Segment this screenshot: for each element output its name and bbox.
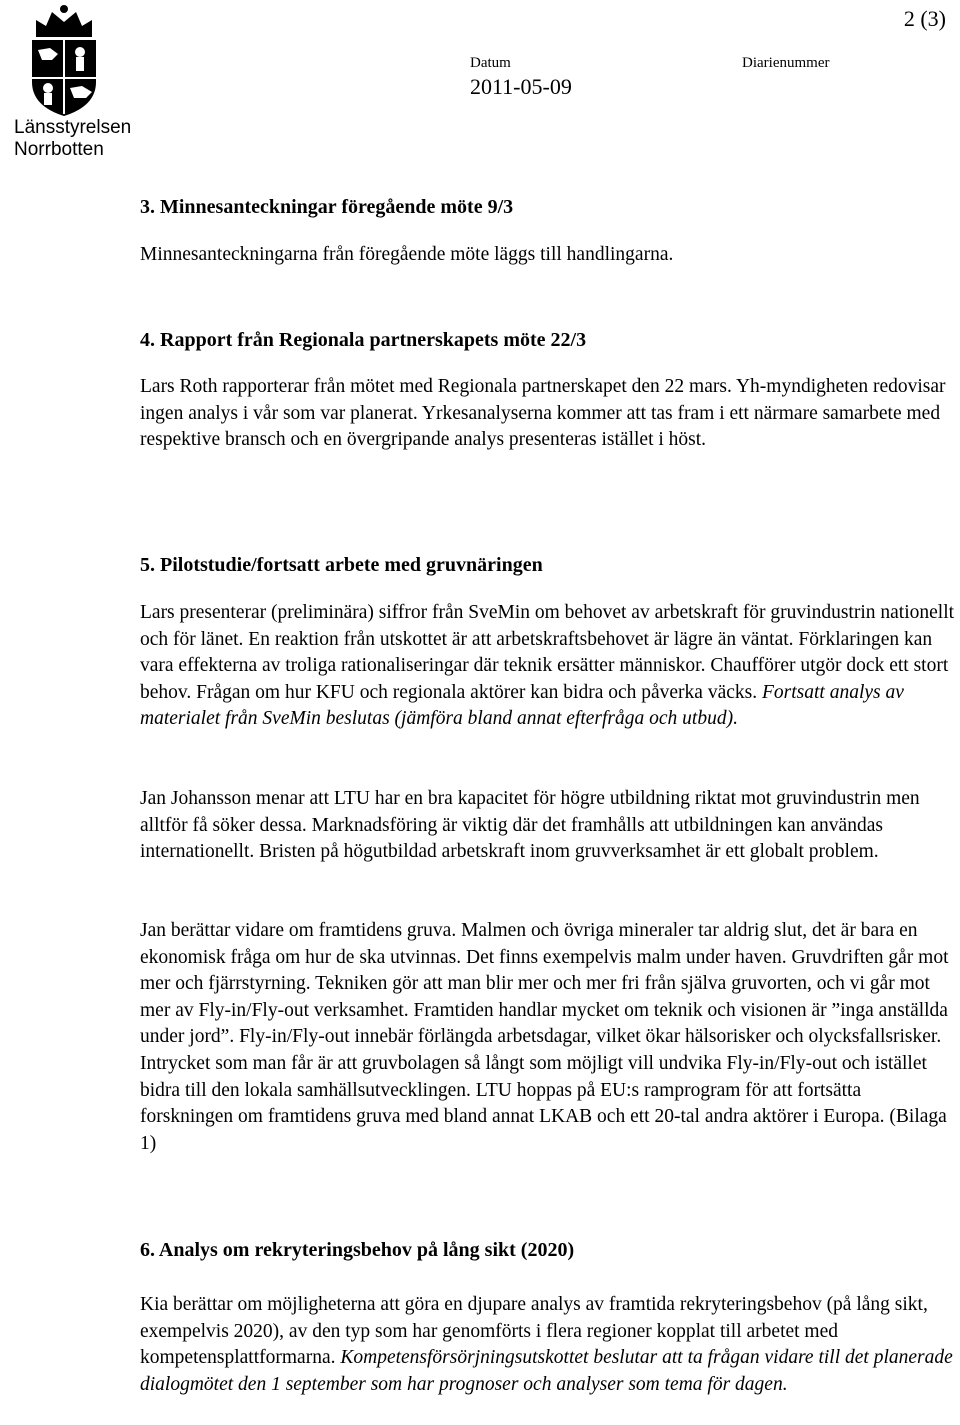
section-3-heading: 3. Minnesanteckningar föregående möte 9/3 (140, 196, 514, 218)
section-6-decision-text: Kompetensförsörjningsutskottet beslutar att ta frågan vidare till det planerade dialogmötet den 1 september som har prognoser och analyser som tema för dagen. (140, 1347, 953, 1395)
section-3-paragraph: Minnesanteckningarna från föregående möte läggs till handlingarna. (140, 244, 674, 265)
section-5-paragraph-2: Jan Johansson menar att LTU har en bra kapacitet för högre utbildning riktat mot gruvindustrin men alltför få söker dessa. Marknadsföring är viktig där det framhålls att utbildningen kan användas internationellt. Bristen på högutbildad arbetskraft inom gruvverksamhet är ett globalt problem. (140, 788, 920, 863)
section-6-paragraph (140, 1292, 955, 1398)
date-label: Datum (470, 55, 511, 71)
date-value: 2011-05-09 (470, 74, 572, 99)
section-5-heading: 5. Pilotstudie/fortsatt arbete med gruvnäringen (140, 554, 543, 576)
section-4-heading: 4. Rapport från Regionala partnerskapets möte 22/3 (140, 329, 587, 351)
section-5-paragraph-1 (140, 600, 955, 733)
organization-logo (14, 2, 132, 162)
section-5-paragraph-1-text: Lars presenterar (preliminära) siffror från SveMin om behovet av arbetskraft för gruvindustrin nationellt och för länet. En reaktion från utskottet är att arbetskraftsbehovet är lägre än väntat. Förklaringen kan vara effekterna av troliga rationaliseringar där teknik ersätter människor. Chaufförer utgör dock ett stort behov. Frågan om hur KFU och regionala aktörer kan bidra och påverka väcks. (140, 602, 955, 703)
page-number: 2 (3) (903, 6, 946, 31)
section-5-paragraph-3: Jan berättar vidare om framtidens gruva. Malmen och övriga mineraler tar aldrig slut, det är bara en ekonomisk fråga om hur de ska utvinnas. Det finns exempelvis malm under haven. Gruvdriften går mot mer och fjärrstyrning. Tekniken gör att man blir mer och mer fri från själva gruvorten, och vi går mot mer av Fly-in/Fly-out verksamhet. Framtiden handlar mycket om teknik och visionen är ”inga anställda under jord”. Fly-in/Fly-out innebär förlängda arbetsdagar, vilket ökar hälsorisker och olycksfallsrisker. Intrycket som man får är att gruvbolagen så långt som möjligt vill undvika Fly-in/Fly-out och istället bidra till den lokala samhällsutvecklingen. LTU hoppas på EU:s ramprogram för att fortsätta forskningen om framtidens gruva med bland annat LKAB och ett 20-tal andra aktörer i Europa. (Bilaga 1) (140, 920, 949, 1154)
section-5-decision-text: Fortsatt analys av materialet från SveMin beslutas (jämföra bland annat efterfråga och utbud). (140, 681, 904, 730)
org-name-line2: Norrbotten (14, 139, 104, 160)
registration-number-label: Diarienummer (742, 55, 830, 71)
coat-of-arms-icon (22, 2, 106, 118)
section-4-paragraph: Lars Roth rapporterar från mötet med Regionala partnerskapet den 22 mars. Yh-myndigheten redovisar ingen analys i vår som var planerat. Yrkesanalyserna kommer att tas fram i ett närmare samarbete med respektive bransch och en övergripande analys presenteras istället i höst. (140, 376, 946, 451)
organization-name (14, 117, 132, 161)
org-name-line1: Länsstyrelsen (14, 117, 132, 138)
section-6-paragraph-text: Kia berättar om möjligheterna att göra en djupare analys av framtida rekryteringsbehov (på lång sikt, exempelvis 2020), av den typ som har genomförts i flera regioner kopplat till arbetet med kompetensplattformarna. (140, 1294, 928, 1369)
section-6-heading: 6. Analys om rekryteringsbehov på lång sikt (2020) (140, 1239, 575, 1261)
